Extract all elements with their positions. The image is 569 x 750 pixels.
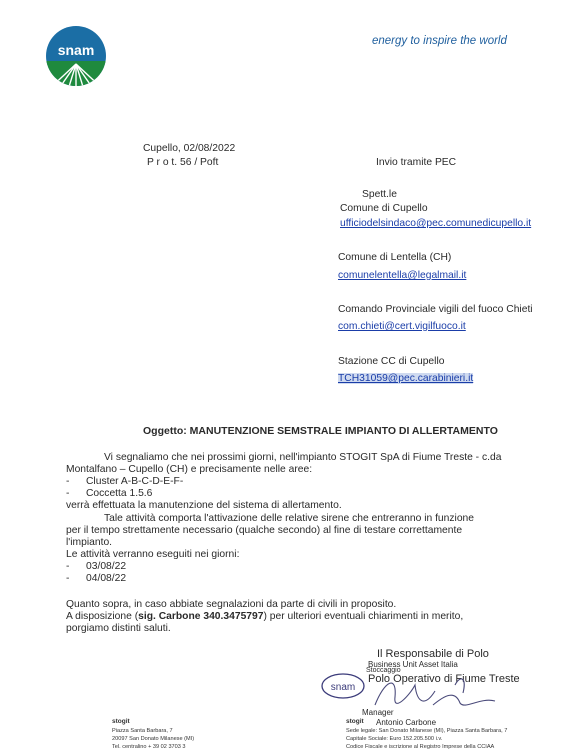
body-text: per il tempo strettamente necessario (qualche secondo) al fine di testare correttamente [66, 525, 463, 536]
signature-role: Manager [362, 708, 394, 717]
area-item: Cluster A-B-C-D-E-F- [86, 476, 184, 487]
recipient-name: Comando Provinciale vigili del fuoco Chieti [338, 304, 533, 315]
stamp-text: snam [330, 682, 356, 693]
area-item: Coccetta 1.5.6 [86, 488, 153, 499]
recipient-email-link[interactable]: ufficiodelsindaco@pec.comunedicupello.it [340, 218, 532, 229]
list-bullet: - [66, 488, 70, 499]
signature-unit: Business Unit Asset Italia [368, 660, 458, 669]
subject-label: Oggetto: [143, 425, 187, 437]
footer-right-line: Sede legale: San Donato Milanese (MI), Piazza Santa Barbara, 7 [346, 728, 508, 734]
tagline: energy to inspire the world [372, 35, 507, 47]
body-text: Le attività verranno eseguiti nei giorni: [66, 549, 240, 560]
subject-text: MANUTENZIONE SEMSTRALE IMPIANTO DI ALLERTAMENTO [189, 425, 498, 437]
recipient-email-link[interactable]: com.chieti@cert.vigilfuoco.it [338, 321, 466, 332]
recipient-email-link[interactable]: TCH31059@pec.carabinieri.it [338, 373, 474, 384]
footer-right-company: stogit [346, 718, 364, 725]
body-text: Tale attività comporta l'attivazione delle relative sirene che entreranno in funzione [104, 513, 475, 524]
logo-text: snam [57, 42, 95, 58]
signature-dept: Stoccaggio [366, 667, 401, 674]
subject-line [143, 425, 498, 437]
delivery-method: Invio tramite PEC [376, 157, 457, 168]
footer-left-company: stogit [112, 718, 130, 725]
body-text: l'impianto. [66, 537, 113, 548]
signature-polo: Polo Operativo di Fiume Treste [368, 673, 520, 685]
body-text: verrà effettuata la manutenzione del sistema di allertamento. [66, 500, 342, 511]
footer-left-line: Tel. centralino + 39 02 3703 3 [112, 744, 186, 750]
footer-left-line: 20097 San Donato Milanese (MI) [112, 736, 195, 742]
signature-name: Antonio Carbone [376, 718, 437, 727]
body-text [66, 611, 463, 622]
footer-left-line: Piazza Santa Barbara, 7 [112, 728, 173, 734]
body-text: Montalfano – Cupello (CH) e precisamente nelle aree: [66, 464, 313, 475]
closing-post: ) per ulteriori eventuali chiarimenti in merito, [263, 611, 464, 622]
footer-right-line: Capitale Sociale: Euro 152.205.500 i.v. [346, 736, 443, 742]
protocol-number: P r o t. 56 / Poft [147, 157, 219, 168]
list-bullet: - [66, 573, 70, 584]
handwritten-signature [355, 655, 555, 730]
body-text: Vi segnaliamo che nei prossimi giorni, nell'impianto STOGIT SpA di Fiume Treste - c.da [104, 452, 502, 463]
contact-phone: sig. Carbone 340.3475797 [138, 611, 264, 622]
recipient-name: Comune di Cupello [340, 203, 428, 214]
recipient-name: Comune di Lentella (CH) [338, 252, 452, 263]
snam-logo [44, 24, 108, 88]
body-text: porgiamo distinti saluti. [66, 623, 171, 634]
list-bullet: - [66, 561, 70, 572]
footer-right-line: Codice Fiscale e iscrizione al Registro Imprese della CCIAA [346, 744, 495, 750]
day-item: 03/08/22 [86, 561, 127, 572]
day-item: 04/08/22 [86, 573, 127, 584]
recipient-email-link[interactable]: comunelentella@legalmail.it [338, 270, 467, 281]
salutation: Spett.le [362, 189, 397, 200]
recipient-name: Stazione CC di Cupello [338, 356, 445, 367]
place-date: Cupello, 02/08/2022 [143, 143, 236, 154]
closing-pre: A disposizione ( [66, 611, 139, 622]
body-text: Quanto sopra, in caso abbiate segnalazioni da parte di civili in proposito. [66, 599, 397, 610]
list-bullet: - [66, 476, 70, 487]
signature-title: Il Responsabile di Polo [377, 648, 489, 660]
